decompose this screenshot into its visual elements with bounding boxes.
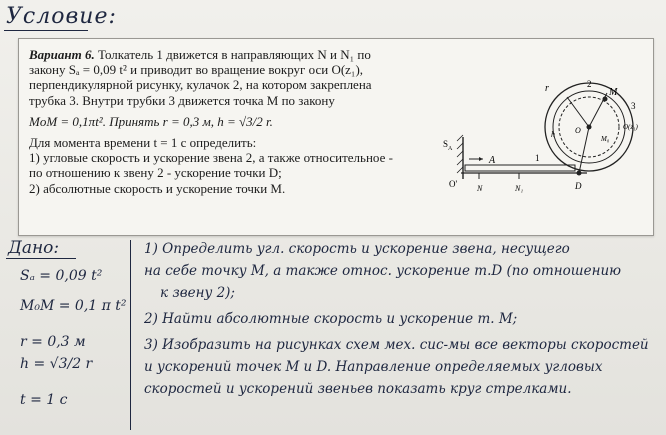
label-three: 3 [631, 101, 636, 111]
label-one: 1 [535, 153, 540, 163]
task-line-6: и ускорений точек M и D. Направление определяемых угловых [144, 359, 603, 375]
given-title: Дано: [8, 238, 60, 258]
label-n1: N₁ [515, 184, 524, 193]
given-item-t: t = 1 с [20, 392, 68, 408]
task-line-4: 2) Найти абсолютные скорость и ускорение т. M; [144, 311, 518, 327]
label-two: 2 [587, 79, 592, 89]
label-o: O [575, 126, 581, 135]
problem-line-3: перпендикулярной рисунку, кулачок 2, на котором закреплена [29, 77, 372, 93]
problem-card [18, 38, 654, 236]
problem-line-5: MoM = 0,1πt². Принять r = 0,3 м, h = √3/2 r. [29, 113, 273, 129]
problem-line-2: закону Sₐ = 0,09 t² и приводит во вращение вокруг оси O(z₁), [29, 62, 364, 78]
point-m [603, 97, 608, 102]
problem-line-9: 2) абсолютные скорость и ускорение точки M. [29, 180, 286, 196]
task-line-7: скоростей и ускорений звеньев показать круг стрелками. [144, 381, 572, 397]
label-o-prime: O' [449, 179, 458, 189]
pusher-rod [465, 165, 575, 171]
given-item-mom: M₀M = 0,1 π t² [20, 298, 127, 314]
given-item-h: h = √3/2 r [20, 356, 93, 372]
label-d: D [575, 181, 582, 191]
wall-hatch [457, 135, 463, 173]
label-m: M [609, 87, 618, 98]
problem-line-7: 1) угловые скорость и ускорение звена 2, а также относительное - [29, 150, 393, 166]
problem-text [29, 47, 419, 196]
task-line-1: 1) Определить угл. скорость и ускорение звена, несущего [144, 241, 570, 257]
radius-r [567, 97, 589, 127]
given-underline [6, 258, 76, 259]
title-underline [4, 30, 88, 31]
label-o-z1: O(z₁) [623, 123, 638, 131]
tasks-block [144, 238, 660, 400]
mechanism-figure [439, 79, 649, 199]
task-line-2: на себе точку M, а также относ. ускорение т.D (по отношению [144, 263, 622, 279]
given-item-r: r = 0,3 м [20, 334, 86, 350]
label-r: r [545, 83, 549, 94]
given-item-sa: Sₐ = 0,09 t² [20, 268, 103, 284]
label-a: A [489, 155, 496, 166]
variant-label: Вариант 6. [29, 47, 95, 62]
task-line-5: 3) Изобразить на рисунках схем мех. сис-мы все векторы скоростей [144, 337, 649, 353]
label-sa: $S_A$ [443, 139, 453, 152]
problem-line-8: по отношению к звену 2 - ускорение точки D; [29, 165, 282, 181]
label-mo: M₀ [601, 135, 610, 143]
point-d [577, 171, 582, 176]
problem-line-4: трубка 3. Внутри трубки 3 движется точка M по закону [29, 92, 335, 108]
problem-line-6: Для момента времени t = 1 с определить: [29, 135, 257, 151]
label-n: N [477, 184, 483, 193]
problem-line-1: Толкатель 1 движется в направляющих N и N₁ по [97, 47, 371, 62]
label-h: h [551, 130, 555, 139]
task-line-3: к звену 2); [160, 285, 235, 301]
page-title: Условие: [6, 4, 117, 29]
given-divider [130, 240, 131, 430]
